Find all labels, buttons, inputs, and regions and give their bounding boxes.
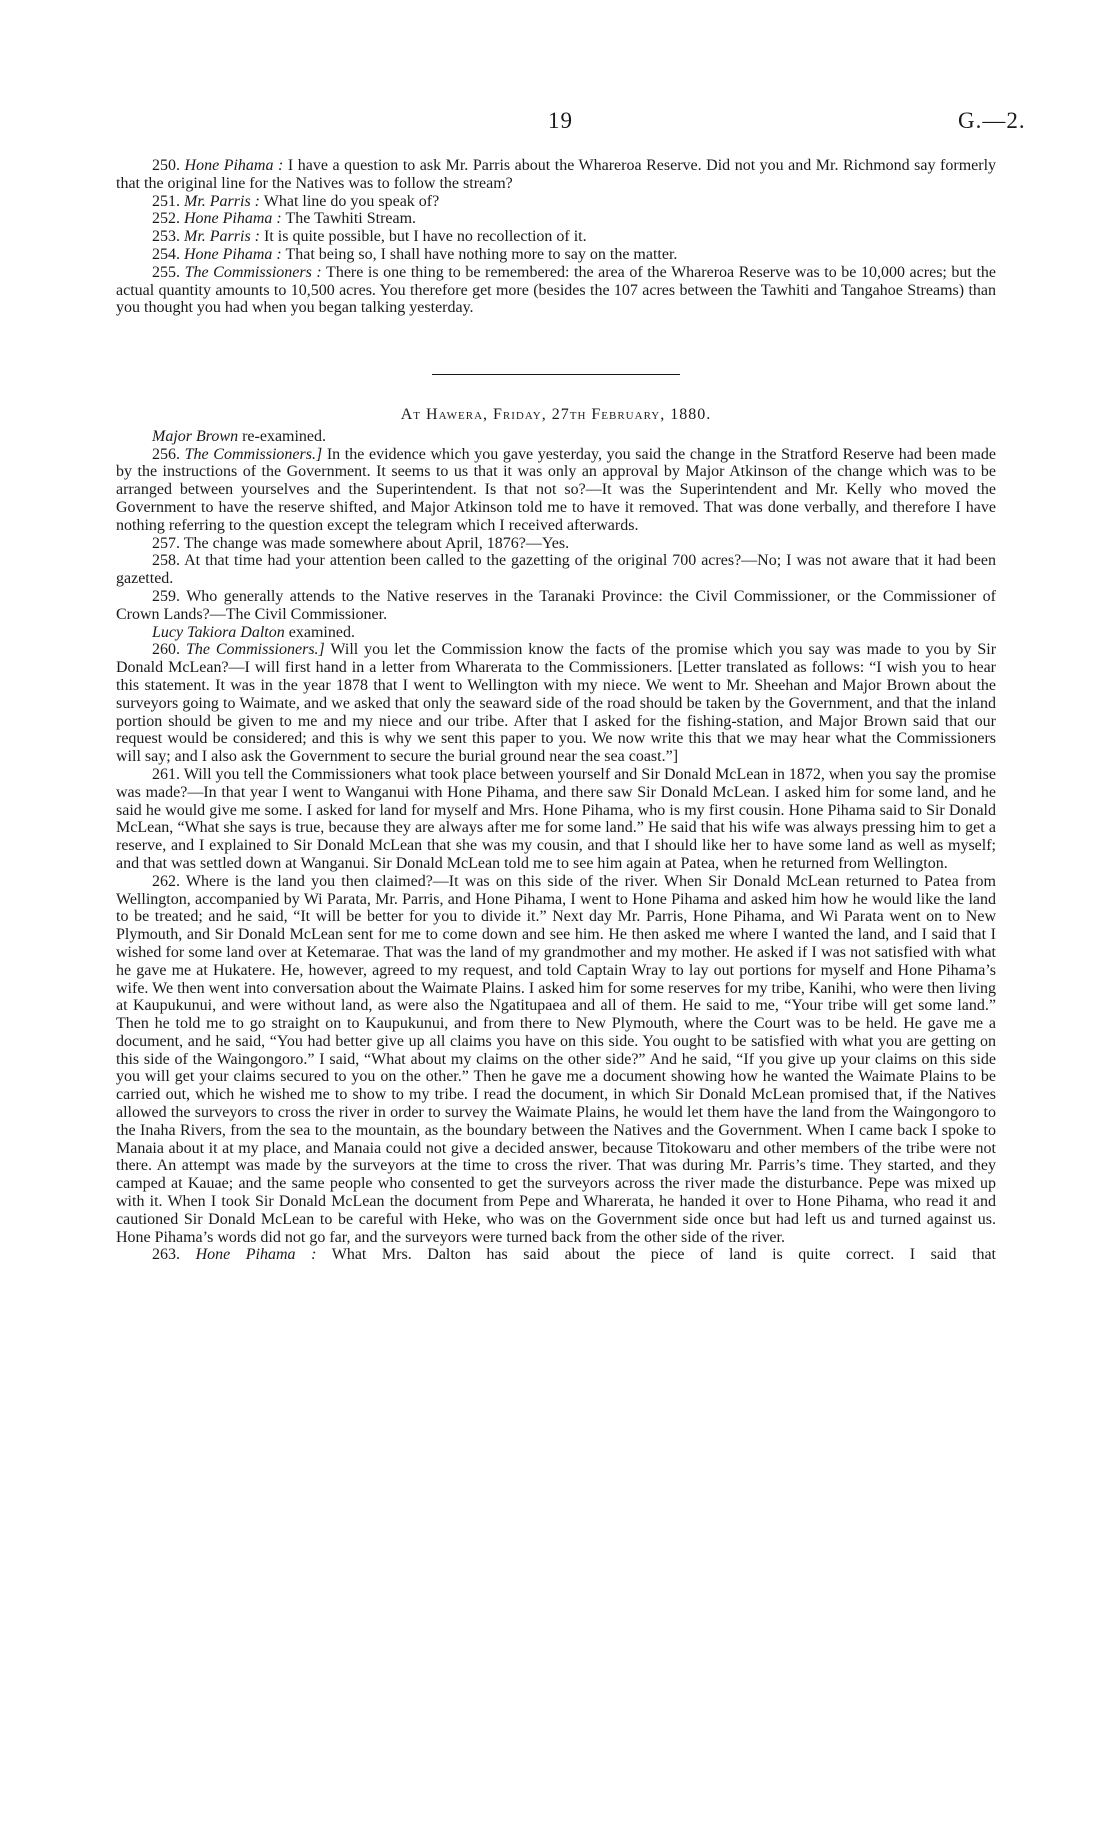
speaker: Hone Pihama :	[184, 210, 282, 228]
page-number: 19	[548, 108, 573, 133]
paragraph	[116, 588, 996, 624]
speaker: The Commissioners.]	[184, 445, 323, 463]
paragraph-text: I have a question to ask Mr. Parris about the Whareroa Reserve. Did not you and Mr. Richmond say formerly that the original line for the Natives was to follow the stream?	[116, 157, 997, 192]
paragraph-text: What Mrs. Dalton has said about the piece of land is quite correct. I said that	[331, 1246, 997, 1264]
speaker: Hone Pihama :	[184, 245, 282, 263]
paragraph-text: At that time had your attention been called to the gazetting of the original 700 acres?—No; I was not aware that it had been gazetted.	[116, 552, 996, 588]
section-divider	[432, 374, 680, 375]
paragraph	[116, 552, 996, 588]
paragraph	[116, 446, 996, 535]
paragraph-text: The Tawhiti Stream.	[285, 210, 417, 228]
speaker: Mr. Parris :	[184, 228, 261, 246]
paragraph-number: 251.	[152, 192, 180, 210]
paragraph-text: In the evidence which you gave yesterday, you said the change in the Stratford Reserve had been made by the instructions of the Government. It seems to us that it was only an approval by Major Atkinson of the change which was to be arranged between yourselves and the Superintendent. Is that not so?—It was the Superintendent and Mr. Kelly who moved the Government to have the reserve shifted, and Major Atkinson told me to have it removed. That was done verbally, and therefore I have nothing referring to the question except the telegram which I received afterwards.	[116, 445, 996, 534]
paragraph	[116, 873, 996, 1247]
text-block-before	[116, 157, 996, 317]
paragraph-number: 260.	[152, 641, 180, 659]
paragraph-text: That being so, I shall have nothing more to say on the matter.	[285, 245, 678, 263]
paragraph	[116, 641, 996, 766]
paragraph-number: 258.	[152, 552, 180, 570]
witness-line	[116, 428, 996, 446]
paragraph	[116, 535, 996, 553]
paragraph-text: Where is the land you then claimed?—It was on this side of the river. When Sir Donald McLean returned to Patea from Wellington, accompanied by Wi Parata, Mr. Parris, and Hone Pihama, I went to Hone Pihama and asked him how he would like the land to be treated; and he said, “It will be better for you to divide it.” Next day Mr. Parris, Hone Pihama, and Wi Parata went on to New Plymouth, and Sir Donald McLean sent for me to come down and see him. He then asked me where I wanted the land, and I said that I wished for some land over at Ketemarae. That was the land of my grandmother and my mother. He asked if I was not satisfied with what he gave me at Hukatere. He, however, agreed to my request, and told Captain Wray to lay out portions for myself and Hone Pihama’s wife. We then went into conversation about the Waimate Plains. I asked him for some reserves for my tribe, Kanihi, who were then living at Kaupukunui, and were without land, as were also the Ngatitupaea and all of them. He said to me, “Your tribe will get some land.” Then he told me to go straight on to Kaupukunui, and from there to New Plymouth, where the Court was to be held. He gave me a document, and he said, “You had better give up all claims you have on this side. You ought to be satisfied with what you are getting on this side of the Waingongoro.” I said, “What about my claims on the other side?” And he said, “If you give up your claims on this side you will get your claims secured to you on the other.” Then he gave me a document showing how he wanted the Waimate Plains to be carried out, which he wished me to show to my tribe. I read the document, in which Sir Donald McLean promised that, if the Natives allowed the surveyors to cross the river in order to survey the Waimate Plains, he would let them have the land from the Waingongoro to the Inaha Rivers, from the sea to the mountain, as the boundary between the Natives and the Government. When I came back I spoke to Manaia about it at my place, and Manaia could not give a decided answer, because Titokowaru and other members of the tribe were not there. An attempt was made by the surveyors at the time to cross the river. That was during Mr. Parris’s time. They started, and they camped at Kauae; and the same people who consented to get the surveyors across the river made the disturbance. Pepe was mixed up with it. When I took Sir Donald McLean the document from Pepe and Wharerata, he handed it over to Hone Pihama, who read it and cautioned Sir Donald McLean to be careful with Heke, who was on the Government side once but had left us and turned against us. Hone Pihama’s words did not go far, and the surveyors were turned back from the other side of the river.	[116, 872, 997, 1246]
witness-status: re-examined.	[242, 427, 327, 445]
witness-name: Lucy Takiora Dalton	[152, 623, 285, 641]
paragraph-text: The change was made somewhere about April, 1876?—Yes.	[183, 534, 570, 552]
paragraph-number: 257.	[152, 534, 180, 552]
paragraph	[116, 766, 996, 873]
witness-name: Major Brown	[152, 427, 239, 445]
section-heading: At Hawera, Friday, 27th February, 1880.	[400, 406, 712, 423]
paragraph	[116, 1246, 996, 1264]
paragraph-number: 254.	[152, 245, 180, 263]
paragraph	[116, 193, 996, 211]
paragraph-text: There is one thing to be remembered: the area of the Whareroa Reserve was to be 10,000 acres; but the actual quantity amounts to 10,500 acres. You therefore get more (besides the 107 acres between the Tawhiti and Tangahoe Streams) than you thought you had when you began talking yesterday.	[116, 263, 997, 317]
paragraph	[116, 210, 996, 228]
paragraph-text: What line do you speak of?	[263, 192, 440, 210]
speaker: The Commissioners :	[184, 263, 322, 281]
paragraph	[116, 228, 996, 246]
paragraph-number: 263.	[152, 1246, 180, 1264]
page-reference: G.—2.	[958, 108, 1026, 133]
paragraph-number: 250.	[152, 157, 180, 174]
speaker: Hone Pihama :	[195, 1246, 317, 1264]
witness-status: examined.	[288, 623, 355, 641]
speaker: Hone Pihama :	[184, 157, 284, 174]
paragraph	[116, 157, 996, 193]
paragraph	[116, 246, 996, 264]
speaker: Mr. Parris :	[184, 192, 261, 210]
paragraph-text: Will you let the Commission know the facts of the promise which you say was made to you by Sir Donald McLean?—I will first hand in a letter from Wharerata to the Commissioners. [Letter translated as follows: “I wish you to hear this statement. It was in the year 1878 that I went to Wellington with my niece. We went to Mr. Sheehan and Major Brown about the surveyors going to Waimate, and we asked that only the seaward side of the road should be taken by the Government, and that the inland portion should be given to me and my niece and our tribe. After that I asked for the fishing-station, and Major Brown said that our request would be considered; and this is why we sent this paper to you. We now write this that we may hear what the Commissioners will say; and I also ask the Government to secure the burial ground near the sea coast.”]	[116, 641, 997, 766]
paragraph-number: 255.	[152, 263, 180, 281]
speaker: The Commissioners.]	[185, 641, 325, 659]
paragraph-number: 259.	[152, 587, 180, 605]
paragraph	[116, 264, 996, 317]
paragraph-number: 256.	[152, 445, 180, 463]
witness-line	[116, 624, 996, 642]
paragraph-number: 261.	[152, 765, 180, 783]
paragraph-number: 262.	[152, 872, 180, 890]
paragraph-number: 252.	[152, 210, 180, 228]
paragraph-text: Who generally attends to the Native reserves in the Taranaki Province: the Civil Commissioner, or the Commissioner of Crown Lands?—The Civil Commissioner.	[116, 587, 996, 623]
paragraph-number: 253.	[152, 228, 180, 246]
text-block-hearing	[116, 406, 996, 1264]
paragraph-text: It is quite possible, but I have no recollection of it.	[264, 228, 587, 246]
paragraph-text: Will you tell the Commissioners what took place between yourself and Sir Donald McLean in 1872, when you say the promise was made?—In that year I went to Wanganui with Hone Pihama, and there saw Sir Donald McLean. I asked him for some land, and he said he would give me some. I asked for land for myself and Mrs. Hone Pihama, who is my first cousin. Hone Pihama said to Sir Donald McLean, “What she says is true, because they are always after me for some land.” He said that his wife was always pressing him to get a reserve, and I explained to Sir Donald McLean that she was my cousin, and that I should like her to have some land as well as myself; and that was settled down at Wanganui. Sir Donald McLean told me to see him again at Patea, when he returned from Wellington.	[116, 765, 997, 872]
